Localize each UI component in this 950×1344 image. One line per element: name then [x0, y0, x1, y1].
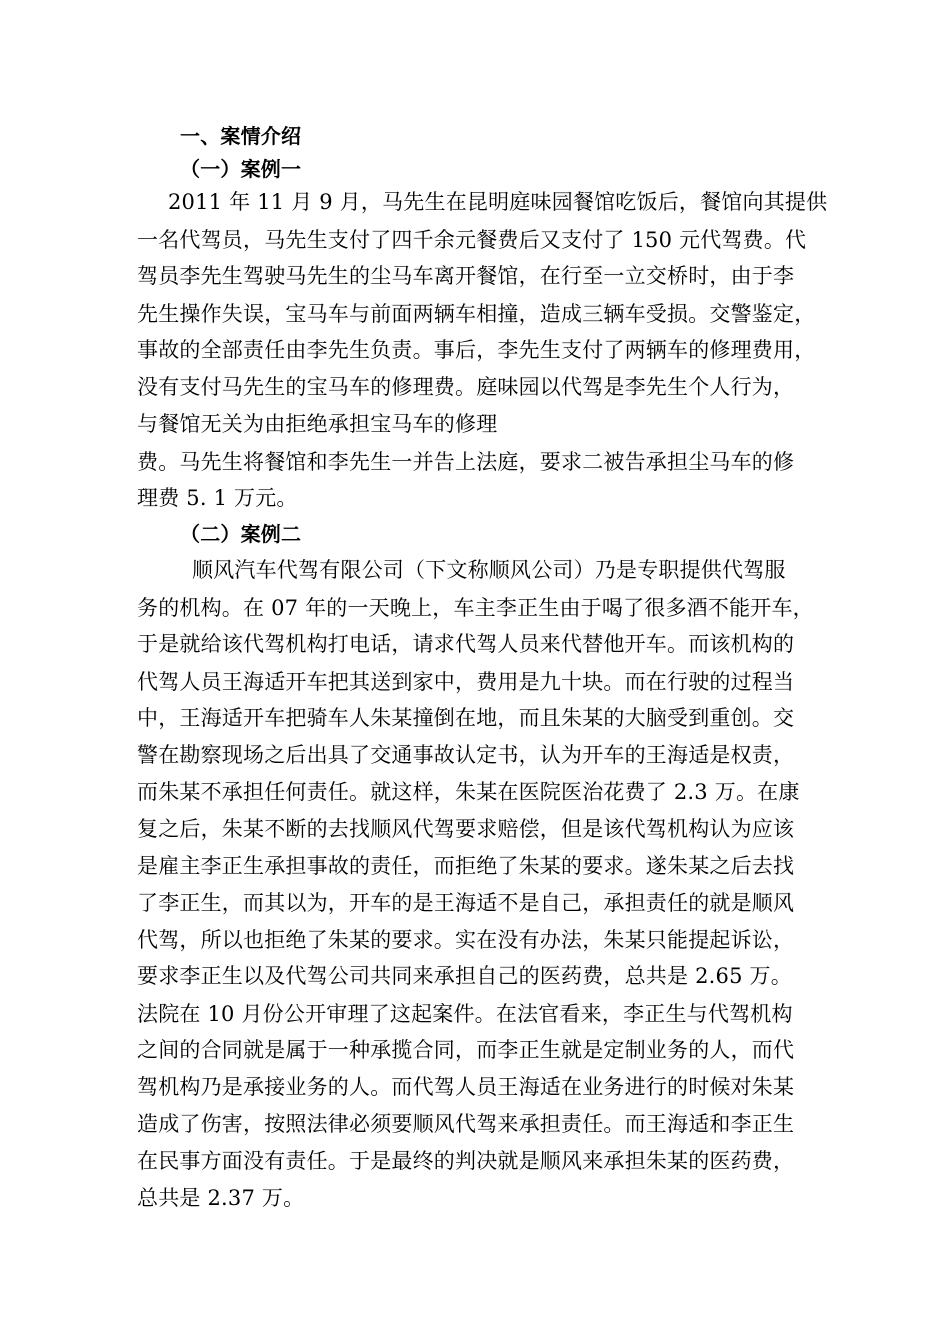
case2-line: 务的机构。在 07 年的一天晚上，车主李正生由于喝了很多酒不能开车， — [137, 596, 814, 620]
case1-line: 2011 年 11 月 9 月，马先生在昆明庭味园餐馆吃饭后，餐馆向其提供 — [168, 190, 828, 214]
case1-line: 理费 5. 1 万元。 — [137, 486, 298, 510]
case2-line: 总共是 2.37 万。 — [137, 1186, 305, 1210]
case2-line: 顺风汽车代驾有限公司（下文称顺风公司）乃是专职提供代驾服 — [192, 558, 786, 582]
case2-line: 在民事方面没有责任。于是最终的判决就是顺风来承担朱某的医药费， — [137, 1149, 795, 1173]
case2-line: 是雇主李正生承担事故的责任，而拒绝了朱某的要求。遂朱某之后去找 — [137, 854, 795, 878]
case2-line: 中，王海适开车把骑车人朱某撞倒在地，而且朱某的大脑受到重创。交 — [137, 706, 795, 730]
case1-line: 与餐馆无关为由拒绝承担宝马车的修理 — [137, 412, 498, 436]
case2-line: 于是就给该代驾机构打电话，请求代驾人员来代替他开车。而该机构的 — [137, 632, 795, 656]
case2-line: 造成了伤害，按照法律必须要顺风代驾来承担责任。而王海适和李正生 — [137, 1112, 795, 1136]
heading-case-2: （二）案例二 — [180, 522, 302, 546]
case2-line: 法院在 10 月份公开审理了这起案件。在法官看来，李正生与代驾机构 — [137, 1002, 793, 1026]
case2-line: 而朱某不承担任何责任。就这样，朱某在医院医治花费了 2.3 万。在康 — [137, 780, 800, 804]
case1-line: 没有支付马先生的宝马车的修理费。庭味园以代驾是李先生个人行为， — [137, 375, 795, 399]
heading-case-1: （一）案例一 — [180, 157, 302, 181]
case2-line: 复之后，朱某不断的去找顺风代驾要求赔偿，但是该代驾机构认为应该 — [137, 817, 795, 841]
case1-line: 先生操作失误，宝马车与前面两辆车相撞，造成三辆车受损。交警鉴定， — [137, 302, 816, 326]
case2-line: 要求李正生以及代驾公司共同来承担自己的医药费，总共是 2.65 万。 — [137, 964, 792, 988]
case1-line: 费。马先生将餐馆和李先生一并告上法庭，要求二被告承担尘马车的修 — [137, 450, 795, 474]
case2-line: 了李正生，而其以为，开车的是王海适不是自己，承担责任的就是顺风 — [137, 891, 795, 915]
case2-line: 代驾人员王海适开车把其送到家中，费用是九十块。而在行驶的过程当 — [137, 670, 795, 694]
case2-line: 驾机构乃是承接业务的人。而代驾人员王海适在业务进行的时候对朱某 — [137, 1075, 795, 1099]
case1-line: 事故的全部责任由李先生负责。事后，李先生支付了两辆车的修理费用， — [137, 338, 816, 362]
case2-line: 代驾，所以也拒绝了朱某的要求。实在没有办法，朱某只能提起诉讼， — [137, 928, 795, 952]
case2-line: 之间的合同就是属于一种承揽合同，而李正生就是定制业务的人，而代 — [137, 1038, 795, 1062]
case2-line: 警在勘察现场之后出具了交通事故认定书，认为开车的王海适是权责， — [137, 743, 795, 767]
heading-case-intro: 一、案情介绍 — [180, 124, 302, 148]
case1-line: 一名代驾员，马先生支付了四千余元餐费后又支付了 150 元代驾费。代 — [137, 228, 807, 252]
case1-line: 驾员李先生驾驶马先生的尘马车离开餐馆，在行至一立交桥时，由于李 — [137, 264, 795, 288]
